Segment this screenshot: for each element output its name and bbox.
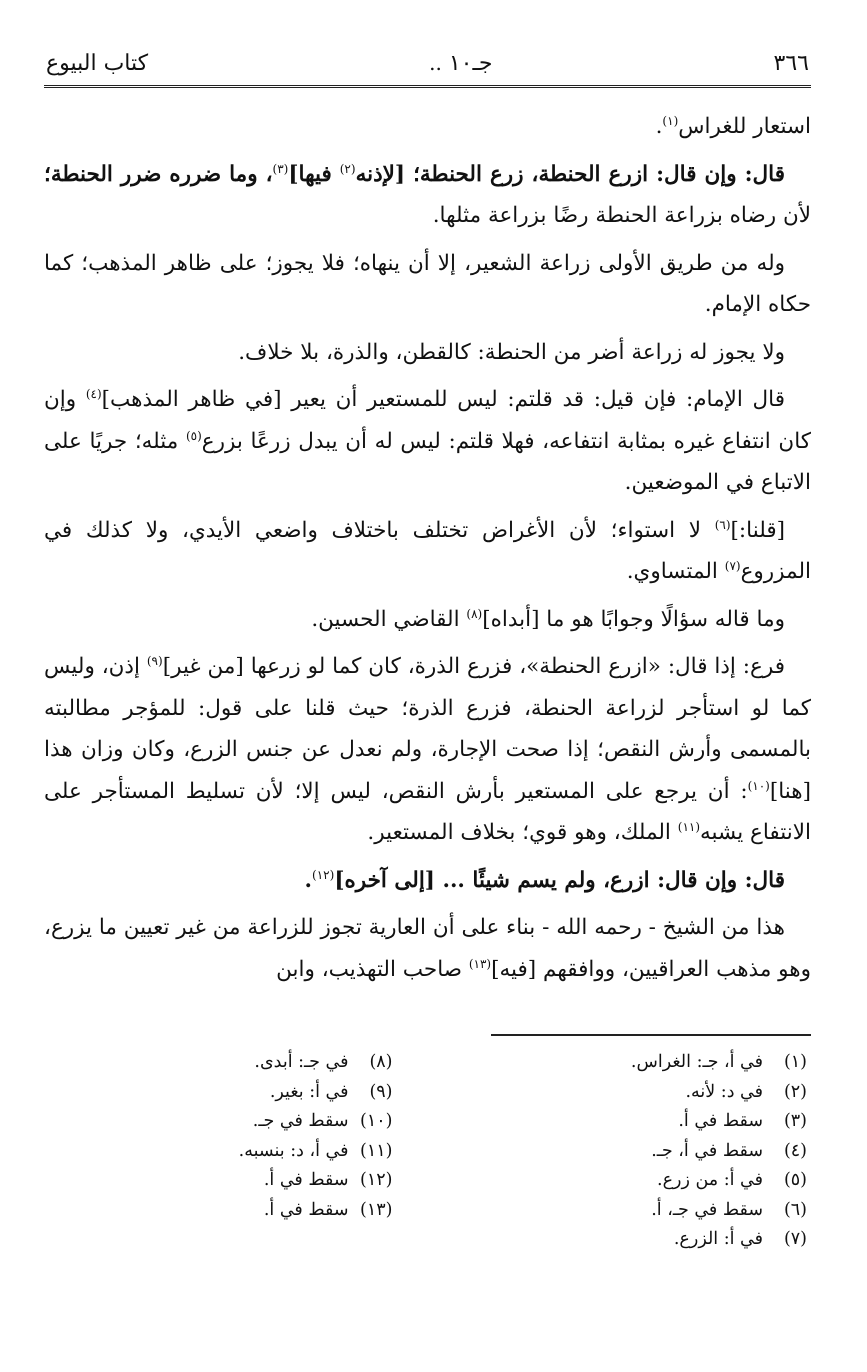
footnote-number: (١٢) [360, 1170, 393, 1190]
footnote-text: في أ، جـ: الغراس. [630, 1052, 763, 1072]
footnote-item [459, 1137, 808, 1167]
footnote-text: في أ: الزرع. [673, 1229, 763, 1249]
footnote-text: سقط في أ، جـ. [651, 1140, 763, 1161]
footnote-text: في جـ: أبدى. [254, 1052, 349, 1072]
paragraph-8 [44, 646, 811, 854]
bold-run: فيها] [288, 161, 340, 187]
footnote-ref: (١٠) [747, 778, 770, 793]
bold-run: قال: وإن قال: ازرع، ولم يسم شيئًا ... [إلى آخره] [334, 867, 785, 893]
footnote-text: في أ: من زرع. [657, 1170, 763, 1190]
footnote-ref: (٩) [146, 653, 163, 668]
footnote-number: (٩) [369, 1081, 393, 1102]
footnote-text: سقط في جـ. [252, 1111, 349, 1131]
footnotes-column-left [44, 1048, 459, 1255]
footnotes-column-right [459, 1048, 812, 1255]
volume-label [429, 48, 492, 79]
footnote-number: (٧) [783, 1229, 807, 1249]
volume-number: جـ١٠ [448, 51, 493, 76]
footnote-ref: (١٢) [312, 867, 335, 882]
text-run: وإن كان انتفاع غيره بمثابة انتفاعه، فهلا قلتم: ليس له أن يبدل زرعًا بزرع [44, 387, 811, 454]
footnote-ref: (٧) [724, 558, 741, 573]
footnote-number: (١١) [360, 1140, 393, 1161]
text-run: : أن يرجع على المستعير بأرش النقص، ليس إلا؛ لأن تسليط المستأجر على الانتفاع يشبه [44, 778, 811, 845]
text-run: . [655, 114, 663, 139]
text-run: فرع: إذا قال: «ازرع الحنطة»، فزرع الذرة، كان كما لو زرعها [من غير] [162, 654, 785, 679]
footnote-ref: (٢) [339, 161, 356, 176]
text-run: وما قاله سؤالًا وجوابًا هو ما [أبداه] [482, 606, 785, 632]
footnote-ref: (٨) [466, 606, 483, 621]
footnote-text: في أ: بغير. [269, 1081, 349, 1102]
text-run: لا استواء؛ لأن الأغراض تختلف باختلاف واضعي الأيدي، ولا كذلك في المزروع [44, 517, 811, 584]
footnote-number: (١) [783, 1052, 807, 1072]
text-run: قال الإمام: فإن قيل: قد قلتم: ليس للمستعير أن يعير [في ظاهر المذهب] [101, 387, 785, 412]
text-run: لأن رضاه بزراعة الحنطة رضًا بزراعة مثلها. [432, 203, 811, 228]
footnote-number: (٥) [783, 1170, 807, 1190]
text-run: الملك، وهو قوي؛ بخلاف المستعير. [367, 820, 678, 845]
footnote-ref: (٦) [714, 517, 731, 532]
paragraph-7 [44, 599, 811, 641]
footnote-item [459, 1196, 808, 1226]
paragraph-4: ولا يجوز له زراعة أضر من الحنطة: كالقطن، والذرة، بلا خلاف. [238, 339, 785, 365]
footnote-ref: (١١) [677, 819, 701, 834]
footnote-number: (٦) [783, 1199, 807, 1220]
footnote-text: سقط في أ. [678, 1111, 763, 1131]
bold-run: . [304, 867, 313, 893]
text-run: مثله؛ جريًا على الاتباع في الموضعين. [44, 428, 811, 495]
footnote-number: (١٣) [360, 1199, 393, 1220]
footnote-ref: (٥) [185, 428, 202, 443]
footnote-item [44, 1166, 393, 1196]
bold-run: ، وما ضرره ضرر الحنطة؛ [44, 161, 273, 187]
footnote-item [459, 1225, 808, 1255]
footnote-text: سقط في أ. [263, 1170, 349, 1190]
page-number: ٣٦٦ [773, 51, 809, 76]
bold-run: قال: وإن قال: ازرع الحنطة، زرع الحنطة؛ [لإذنه [355, 161, 785, 187]
footnote-divider [491, 1034, 811, 1036]
book-title: كتاب البيوع [46, 51, 149, 76]
text-run: استعار للغراس [678, 114, 811, 139]
paragraph-5 [44, 379, 811, 504]
footnote-item [459, 1078, 808, 1108]
page-header [44, 48, 811, 88]
footnote-number: (٨) [369, 1052, 393, 1072]
footnote-text: سقط في أ. [263, 1199, 349, 1220]
footnote-item [459, 1048, 808, 1078]
footnote-item [44, 1196, 393, 1226]
footnote-text: سقط في جـ، أ. [651, 1199, 763, 1220]
footnote-item [44, 1107, 393, 1137]
header-dots: .. [429, 51, 442, 75]
footnote-ref: (١) [662, 113, 679, 128]
text-run: إذن، وليس كما لو استأجر لزراعة الحنطة، فزرع الذرة؛ حيث قلنا على قول: للمؤجر مطالبته بالمسمى وأرش النقص؛ إذا صحت الإجارة، ولم نعدل عن جنس الزرع، وكان وزان هذا [هنا] [44, 654, 811, 804]
paragraph-1 [44, 106, 811, 148]
footnote-number: (٢) [783, 1081, 807, 1102]
text-run: صاحب التهذيب، وابن [276, 956, 469, 982]
paragraph-2 [44, 154, 811, 237]
paragraph-3: وله من طريق الأولى زراعة الشعير، إلا أن ينهاه؛ فلا يجوز؛ على ظاهر المذهب؛ كما حكاه الإمام. [44, 250, 811, 317]
footnote-ref: (١٣) [468, 956, 492, 971]
text-run: [قلنا:] [730, 517, 785, 543]
footnote-number: (٤) [783, 1140, 807, 1161]
main-text [44, 106, 811, 990]
paragraph-6 [44, 510, 811, 593]
footnote-ref: (٣) [272, 161, 289, 176]
text-run: القاضي الحسين. [311, 606, 467, 632]
footnote-ref: (٤) [85, 386, 102, 401]
footnote-item [459, 1166, 808, 1196]
footnote-item [44, 1078, 393, 1108]
footnote-number: (٣) [783, 1111, 807, 1131]
footnote-number: (١٠) [360, 1111, 393, 1131]
footnotes [44, 1048, 811, 1255]
paragraph-9 [44, 860, 811, 902]
footnote-text: في د: لأنه. [685, 1081, 763, 1102]
footnote-item [44, 1048, 393, 1078]
paragraph-10 [44, 907, 811, 990]
text-run: المتساوي. [626, 559, 725, 584]
footnote-item [44, 1137, 393, 1167]
footnote-text: في أ، د: بنسبه. [238, 1140, 349, 1161]
footnote-item [459, 1107, 808, 1137]
text-run: هذا من الشيخ - رحمه الله - بناء على أن العارية تجوز للزراعة من غير تعيين ما يزرع، وهو مذهب العراقيين، ووافقهم [فيه] [44, 915, 811, 982]
